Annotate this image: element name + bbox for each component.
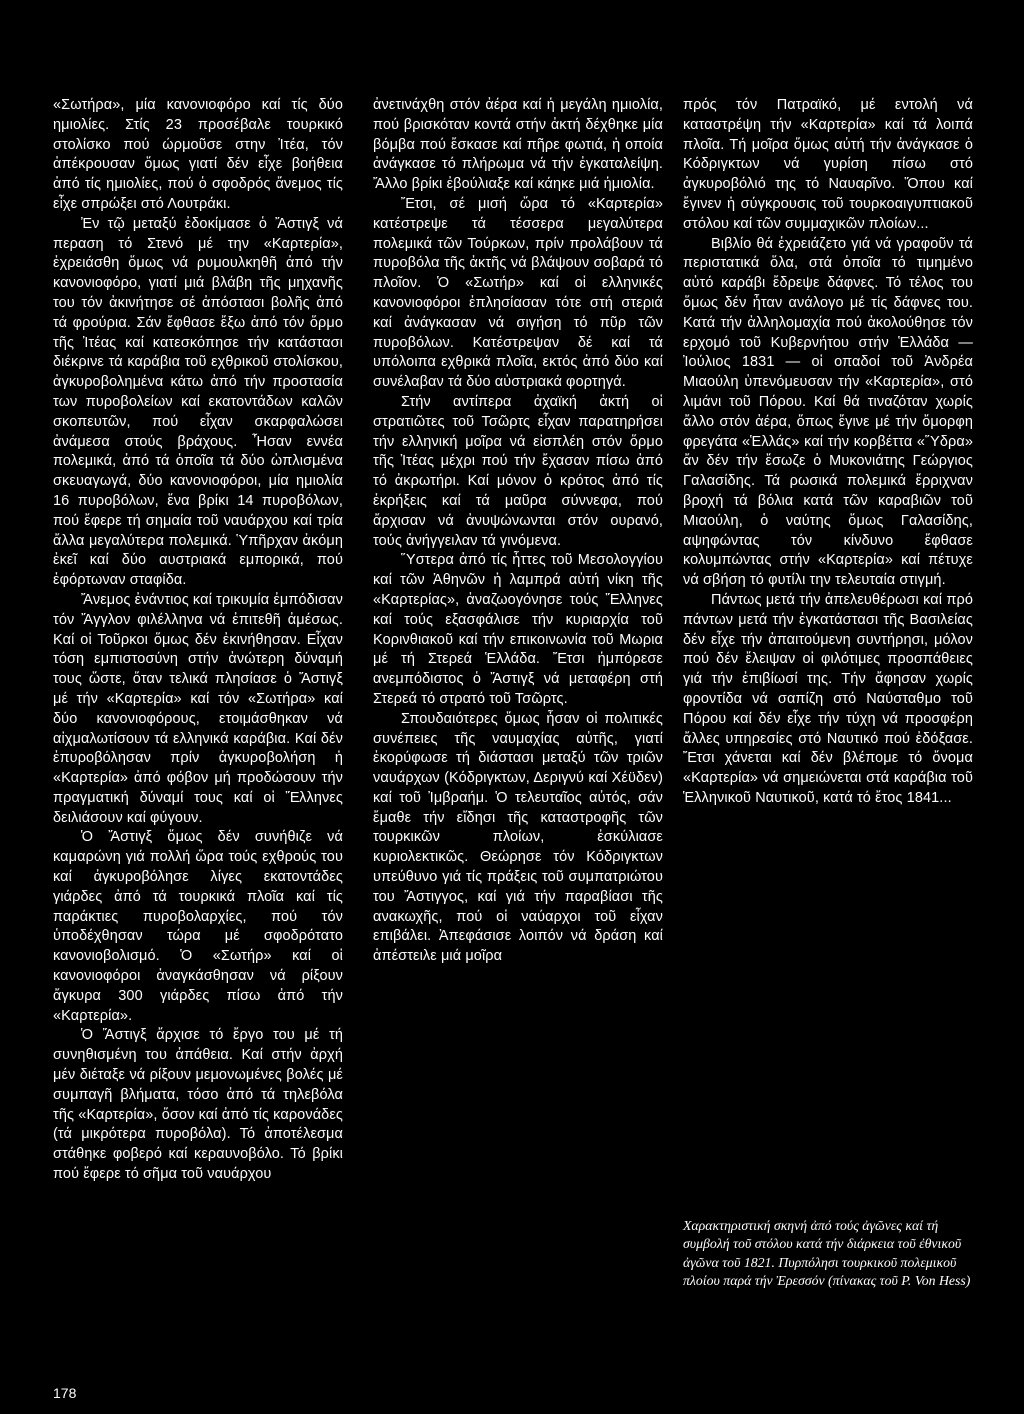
page-number: 178 [53,1385,77,1401]
paragraph: Βιβλίο θά ἐχρειάζετο γιά νά γραφοῦν τά περιστατικά ὅλα, στά ὁποῖα τό τιμημένο αὐτό καράβι ἔδρεψε δάφνες. Τό τέλος του ὅμως δέν ἦταν ανάλογο μέ τίς δάφνες του. Κατά τήν ἀλληλομαχία πού ἀκολούθησε τόν ερχομό τοῦ Κυβερνήτου στήν Ἑλλάδα — Ἰούλιος 1831 — οἱ οπαδοί τοῦ Ἀνδρέα Μιαούλη ὑπενόμευσαν τήν «Καρτερία», στό λιμάνι τοῦ Πόρου. Καί θά τιναζόταν χωρίς ἄλλο στόν ἀέρα, ὅπως ἔγινε μέ τήν ὄμορφη φρεγάτα «Ἑλλάς» καί τήν κορβέττα «Ὕδρα» ἄν δέν τήν ἔσωζε ὁ Μυκονιάτης Γεώργιος Γαλασίδης. Τά ρωσικά πολεμικά ἔρριχναν βροχή τά βόλια κατά τῶν καραβιῶν τοῦ Μιαούλη, ὁ ναύτης ὅμως Γαλασίδης, αψηφώντας τόν κίνδυνο ἔφθασε κολυμπώντας στήν «Καρτερία» καί πέτυχε νά σβήση τό φυτίλι την τελευταία στιγμή. [683,235,973,589]
paragraph: Ἄνεμος ἐνάντιος καί τρικυμία ἐμπόδισαν τόν Ἄγγλον φιλέλληνα νά ἐπιτεθῆ ἀμέσως. Καί οἱ Τοῦρκοι ὅμως δέν ἐκινήθησαν. Εἶχαν τόση εμπιστοσύνη στήν ἀνώτερη δύναμή τους ὥστε, ὅταν τελικά πλησίασε ὁ Ἄστιγξ μέ τήν «Καρτερία» καί τόν «Σωτήρα» καί δύο κανονιοφόρους, ετοιμάσθηκαν νά αἰχμαλωτίσουν τά ελληνικά καράβια. Καί δέν ἐπυροβόλησαν πρίν ἀγκυροβολήση ἡ «Καρτερία» ἀπό φόβον μή προδώσουν τήν πραγματική δύναμί τους καί οἱ Ἕλληνες δειλιάσουν καί φύγουν. [53,591,343,826]
paragraph: Ἐν τῷ μεταξύ ἐδοκίμασε ὁ Ἄστιγξ νά περαση τό Στενό μέ την «Καρτερία», ἐχρειάσθη ὅμως νά ρυμουλκηθῆ ἀπό τήν κανονιοφόρο, γιατί μιά βλάβη τῆς μηχανῆς του τόν ἀκινήτησε σέ ἀπόστασι βολῆς ἀπό τά φρούρια. Σάν ἔφθασε ἔξω ἀπό τόν ὅρμο τῆς Ἰτέας καί κατεσκόπησε τήν κατάστασι διέκρινε τά καράβια τοῦ εχθρικοῦ στολίσκου, ἀγκυροβολημένα κάτω ἀπό τήν προστασία των πυροβολείων καί εκατοντάδων καλῶν σκοπευτῶν, πού εἶχαν σκαρφαλώσει ἀνάμεσα στούς βράχους. Ἦσαν εννέα πολεμικά, ἀπό τά ὁποῖα τά δύο ὡπλισμένα σκευαγωγά, δύο κανονιοφόροι, μία ημιολία 16 πυροβόλων, ἕνα βρίκι 14 πυροβόλων, πού ἔφερε τή σημαία τοῦ ναυάρχου καί τρία ἄλλα μεγαλύτερα πολεμικά. Ὑπῆρχαν ἀκόμη ἐκεῖ καί δύο αυστριακά εμπορικά, πού ἐφόρτωναν σταφίδα. [53,215,343,589]
image-caption: Χαρακτηριστική σκηνή ἀπό τούς ἀγῶνες καί τή συμβολή τοῦ στόλου κατά τήν διάρκεια τοῦ ἐθνικοῦ ἀγῶνα τοῦ 1821. Πυρπόλησι τουρκικοῦ πολεμικοῦ πλοίου παρά τήν Ἐρεσσόν (πίνακας τοῦ P. Von Hess) [683,1218,971,1289]
paragraph: πρός τόν Πατραϊκό, μέ εντολή νά καταστρέψη τήν «Καρτερία» καί τά λοιπά πλοῖα. Τή μοῖρα ὅμως αὐτή τήν ἀνάγκασε ὁ Κόδριγκτων νά γυρίση πίσω στό ἀγκυροβόλιό της τό Ναυαρῖνο. Ὅπου καί ἔγινεν ἡ σύγκρουσις τοῦ τουρκοαιγυπτιακοῦ στόλου καί τῶν συμμαχικῶν πλοίων... [683,97,973,232]
text-column-3 [683,96,973,809]
paragraph: Ὁ Ἄστιγξ ὅμως δέν συνήθιζε νά καμαρώνη γιά πολλή ὥρα τούς εχθρούς του καί ἀγκυροβόλησε λίγες εκατοντάδες γιάρδες ἀπό τά τουρκικά πλοῖα καί τίς παράκτιες πυροβολαρχίες, πού τόν ὑποδέχθησαν τώρα μέ σφοδρότατο κανονιοβολισμό. Ὁ «Σωτήρ» καί οἱ κανονιοφόροι ἀναγκάσθησαν νά ρίξουν ἄγκυρα 300 γιάρδες πίσω ἀπό τήν «Καρτερία». [53,829,343,1024]
paragraph: Ἔτσι, σέ μισή ὥρα τό «Καρτερία» κατέστρεψε τά τέσσερα μεγαλύτερα πολεμικά τῶν Τούρκων, πρίν προλάβουν τά πυροβόλα τῆς ἀκτῆς νά βλάψουν σοβαρά τό πλοῖον. Ὁ «Σωτήρ» καί οἱ ελληνικές κανονιοφόροι ἐπλησίασαν τότε στή στεριά καί ἀνάγκασαν νά σιγήση τό πῦρ τῶν πυροβόλων. Κατέστρεψαν δέ καί τά υπόλοιπα εχθρικά πλοῖα, εκτός ἀπό δύο καί συνέλαβαν τά δύο αὐστριακά φορτηγά. [373,195,663,391]
text-column-2 [373,96,663,967]
paragraph: Σπουδαιότερες ὅμως ἦσαν οἱ πολιτικές συνέπειες τῆς ναυμαχίας αὐτῆς, γιατί ἐκορύφωσε τή διάστασι μεταξύ τῶν τριῶν ναυάρχων (Κόδριγκτων, Δεριγνύ καί Χέϋδεν) καί τοῦ Ἰμβραήμ. Ὁ τελευταῖος αὐτός, σάν ἔμαθε τήν εἴδησι τῆς καταστροφῆς τῶν τουρκικῶν πλοίων, ἐσκύλιασε κυριολεκτικῶς. Θεώρησε τόν Κόδριγκτων υπεύθυνο γιά τίς πράξεις τοῦ συμπατριώτου του Ἄστιγγος, καί γιά τήν παραβίασι τῆς ανακωχῆς, πού οἱ ναύαρχοι τοῦ εἶχαν επιβάλει. Ἀπεφάσισε λοιπόν νά δράση καί ἀπέστειλε μιά μοῖρα [373,710,663,965]
text-column-1 [53,96,343,1185]
paragraph: Ὁ Ἄστιγξ ἄρχισε τό ἔργο του μέ τή συνηθισμένη του ἀπάθεια. Καί στήν ἀρχή μέν διέταξε νά ρίξουν μεμονωμένες βολές μέ συμπαγῆ βλήματα, τόσο ἀπό τά τηλεβόλα τῆς «Καρτερία», ὅσον καί ἀπό τίς καρονάδες (τά μικρότερα πυροβόλα). Τό ἀποτέλεσμα στάθηκε φοβερό καί κεραυνοβόλο. Τό βρίκι πού ἔφερε τό σῆμα τοῦ ναυάρχου [53,1027,343,1183]
paragraph: «Σωτήρα», μία κανονιοφόρο καί τίς δύο ημιολίες. Στίς 23 προσέβαλε τουρκικό στολίσκο πού ώρμοῦσε στην Ἰτέα, τόν ἀπέκρουσαν ὅμως γιατί δέν εἶχε βοήθεια ἀπό τίς ημιολίες, πού ὁ σφοδρός ἄνεμος τίς εἶχε σπρώξει στό Λουτράκι. [53,97,343,212]
paragraph: Στήν αντίπερα ἀχαϊκή ἀκτή οἱ στρατιῶτες τοῦ Τσῶρτς εἶχαν παρατηρήσει τήν ελληνική μοῖρα νά εἰσπλέη στόν ὅρμο τῆς Ἰτέας μέχρι πού τήν ἔχασαν πίσω ἀπό τό ἀκρωτήρι. Καί μόνον ὁ κρότος ἀπό τίς ἐκρήξεις καί τά μαῦρα σύννεφα, πού ἄρχισαν νά ἀνυψώνωνται στόν ουρανό, τούς ἀνήγγειλαν τά γινόμενα. [373,393,663,549]
paragraph: Πάντως μετά τήν ἀπελευθέρωσι καί πρό πάντων μετά τήν ἐγκατάστασι τῆς Βασιλείας δέν εἶχε τήν ἀπαιτούμενη συντήρησι, μόλον πού δέν ἔλειψαν οἱ φιλότιμες προσπάθειες γιά τήν ἐπιβίωσί της. Τήν ἄφησαν χωρίς φροντίδα νά σαπίζη στό Ναύσταθμο τοῦ Πόρου καί δέν εἶχε τήν τύχη νά προσφέρη ἄλλες υπηρεσίες στό Ναυτικό πού ἐδόξασε. Ἔτσι χάνεται καί δέν βλέπομε τό ὄνομα «Καρτερία» νά σημειώνεται στά καράβια τοῦ Ἑλληνικοῦ Ναυτικοῦ, κατά τό ἔτος 1841... [683,591,973,806]
paragraph: ἀνετινάχθη στόν ἀέρα καί ἡ μεγάλη ημιολία, πού βρισκόταν κοντά στήν ἀκτή δέχθηκε μία βόμβα πού ἔσκασε καί πῆρε φωτιά, ἡ οποία ἀνάγκασε τό πλήρωμα νά τήν ἐγκαταλείψη. Ἄλλο βρίκι ἐβούλιαξε καί κάηκε μιά ἡμιολία. [373,97,663,193]
paragraph: Ὕστερα ἀπό τίς ἧττες τοῦ Μεσολογγίου καί τῶν Ἀθηνῶν ἡ λαμπρά αὐτή νίκη τῆς «Καρτερίας», ἀναζωογόνησε τούς Ἕλληνες καί τούς εξασφάλισε τήν κυριαρχία τοῦ Κορινθιακοῦ καί τήν επικοινωνία τοῦ Μωρια μέ τή Στερεά Ἑλλάδα. Ἔτσι ἠμπόρεσε ανεμπόδιστος ὁ Ἄστιγξ νά μεταφέρη στή Στερεά τό στρατό τοῦ Τσῶρτς. [373,552,663,707]
